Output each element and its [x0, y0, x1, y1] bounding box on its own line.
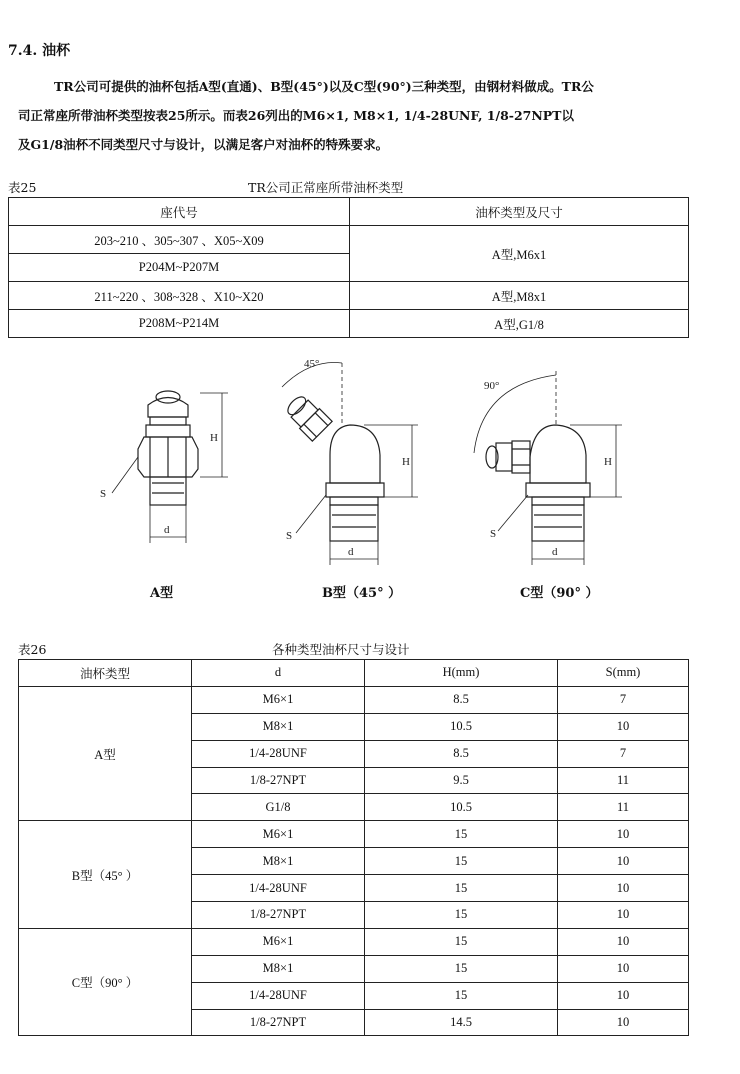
figure-a-caption: A型: [150, 586, 174, 601]
table26-cell: 15: [365, 848, 558, 875]
table25-cell: 203~210 、305~307 、X05~X09: [9, 226, 350, 254]
intro-paragraph: [18, 72, 688, 159]
table26-cell: 15: [365, 821, 558, 848]
table25-header-code: 座代号: [9, 198, 350, 226]
figure-b-angle-label: 45°: [304, 358, 320, 370]
table26-group-b: B型（45° ）: [19, 821, 192, 929]
figure-a-d-label: d: [164, 524, 170, 536]
section-heading: 7.4. 油杯: [8, 43, 71, 59]
table26-cell: 10: [558, 902, 689, 929]
table26-cell: 1/8-27NPT: [192, 902, 365, 929]
figure-a-s-label: S: [100, 488, 107, 500]
table26-cell: 15: [365, 902, 558, 929]
table26-cell: 11: [558, 767, 689, 794]
table26-cell: 10: [558, 821, 689, 848]
figure-b-type: [282, 363, 418, 566]
table26-cell: 10.5: [365, 713, 558, 740]
table26-header-type: 油杯类型: [19, 660, 192, 687]
table26-cell: 10.5: [365, 794, 558, 821]
table26-cell: M8×1: [192, 713, 365, 740]
figure-b-d-label: d: [348, 546, 354, 558]
figure-a-type: [112, 391, 228, 543]
table26-cell: M6×1: [192, 821, 365, 848]
figure-c-type: [474, 371, 622, 565]
table26-cell: 1/4-28UNF: [192, 740, 365, 767]
table26-cell: 9.5: [365, 767, 558, 794]
table25-cell: P208M~P214M: [9, 310, 350, 338]
table26-cell: M6×1: [192, 686, 365, 713]
table25-header-type: 油杯类型及尺寸: [350, 198, 689, 226]
table26-cell: 8.5: [365, 740, 558, 767]
table25: [8, 197, 689, 338]
figure-c-d-label: d: [552, 546, 558, 558]
table26-cell: 7: [558, 740, 689, 767]
table26-cell: 10: [558, 713, 689, 740]
table26-header-s: S(mm): [558, 660, 689, 687]
table26-cell: 15: [365, 982, 558, 1009]
table26-cell: 8.5: [365, 686, 558, 713]
table26-cell: M8×1: [192, 955, 365, 982]
table26-cell: 14.5: [365, 1009, 558, 1036]
table26-cell: 15: [365, 928, 558, 955]
table26-cell: 1/4-28UNF: [192, 875, 365, 902]
table26-cell: M8×1: [192, 848, 365, 875]
figure-c-angle-label: 90°: [484, 380, 500, 392]
table26-cell: 15: [365, 955, 558, 982]
paragraph-line: 及G1/8油杯不同类型尺寸与设计，以满足客户对油杯的特殊要求。: [18, 137, 389, 152]
table26-cell: 10: [558, 875, 689, 902]
table26-cell: 1/8-27NPT: [192, 1009, 365, 1036]
table26-title: 各种类型油杯尺寸与设计: [272, 642, 410, 657]
figure-c-s-label: S: [490, 528, 497, 540]
figure-c-h-label: H: [604, 456, 612, 468]
table26-cell: 7: [558, 686, 689, 713]
paragraph-line: TR公司可提供的油杯包括A型(直通)、B型(45°)以及C型(90°)三种类型，由钢材料做成。TR公: [54, 79, 594, 94]
figure-b-s-label: S: [286, 530, 293, 542]
figure-b-h-label: H: [402, 456, 410, 468]
table26-cell: 10: [558, 982, 689, 1009]
table25-title: TR公司正常座所带油杯类型: [248, 180, 404, 195]
table26-label: 表26: [18, 642, 47, 657]
table26-group-c: C型（90° ）: [19, 928, 192, 1036]
table25-cell: A型,M6x1: [350, 226, 689, 282]
table25-cell: A型,G1/8: [350, 310, 689, 338]
table26: [18, 659, 689, 1036]
table26-cell: 1/4-28UNF: [192, 982, 365, 1009]
figure-b-caption: B型（45° ）: [322, 586, 402, 601]
figure-c-caption: C型（90° ）: [520, 586, 599, 601]
table26-cell: 10: [558, 928, 689, 955]
table26-cell: 10: [558, 848, 689, 875]
table26-cell: G1/8: [192, 794, 365, 821]
table25-label: 表25: [8, 180, 37, 195]
table26-cell: M6×1: [192, 928, 365, 955]
table26-cell: 1/8-27NPT: [192, 767, 365, 794]
table26-cell: 10: [558, 955, 689, 982]
grease-nipple-drawings: [0, 345, 740, 565]
table26-group-a: A型: [19, 686, 192, 820]
table26-header-h: H(mm): [365, 660, 558, 687]
table25-cell: 211~220 、308~328 、X10~X20: [9, 282, 350, 310]
figure-a-h-label: H: [210, 432, 218, 444]
table26-cell: 10: [558, 1009, 689, 1036]
table25-cell: P204M~P207M: [9, 254, 350, 282]
table26-cell: 11: [558, 794, 689, 821]
table25-cell: A型,M8x1: [350, 282, 689, 310]
paragraph-line: 司正常座所带油杯类型按表25所示。而表26列出的M6×1, M8×1, 1/4-28UNF, 1/8-27NPT以: [18, 108, 574, 123]
table26-cell: 15: [365, 875, 558, 902]
table26-header-d: d: [192, 660, 365, 687]
